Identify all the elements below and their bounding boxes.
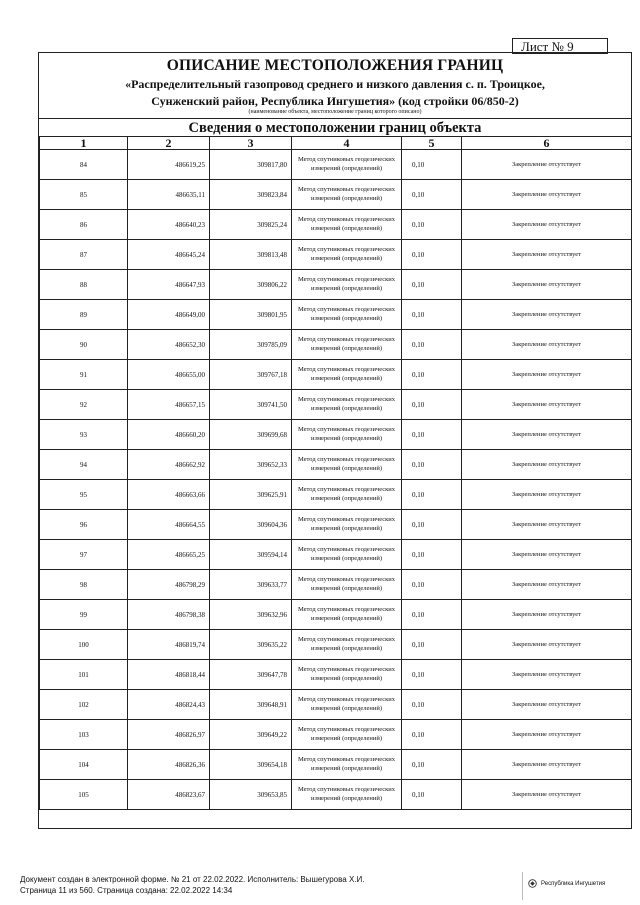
accuracy-value: 0,10 xyxy=(402,600,462,630)
coordinate-y: 309699,68 xyxy=(210,420,292,450)
coordinate-x: 486664,55 xyxy=(128,510,210,540)
coordinate-y: 309767,18 xyxy=(210,360,292,390)
coordinate-x: 486660,20 xyxy=(128,420,210,450)
section-title: Сведения о местоположении границ объекта xyxy=(39,118,631,137)
fixing-description: Закрепление отсутствует xyxy=(462,750,632,780)
coordinate-y: 309594,14 xyxy=(210,540,292,570)
point-number: 85 xyxy=(40,180,128,210)
coordinate-x: 486619,25 xyxy=(128,150,210,180)
table-row xyxy=(40,150,632,180)
table-row xyxy=(40,450,632,480)
coordinates-table xyxy=(39,136,632,810)
accuracy-value: 0,10 xyxy=(402,480,462,510)
point-number: 90 xyxy=(40,330,128,360)
determination-method: Метод спутниковых геодезических измерений (определений) xyxy=(292,450,402,480)
coordinate-x: 486655,00 xyxy=(128,360,210,390)
accuracy-value: 0,10 xyxy=(402,300,462,330)
point-number: 105 xyxy=(40,780,128,810)
coordinate-y: 309647,78 xyxy=(210,660,292,690)
document-title: ОПИСАНИЕ МЕСТОПОЛОЖЕНИЯ ГРАНИЦ xyxy=(166,57,504,74)
determination-method: Метод спутниковых геодезических измерений (определений) xyxy=(292,630,402,660)
point-number: 93 xyxy=(40,420,128,450)
determination-method: Метод спутниковых геодезических измерений (определений) xyxy=(292,690,402,720)
coordinate-y: 309633,77 xyxy=(210,570,292,600)
determination-method: Метод спутниковых геодезических измерений (определений) xyxy=(292,210,402,240)
accuracy-value: 0,10 xyxy=(402,510,462,540)
coordinate-x: 486823,67 xyxy=(128,780,210,810)
coordinate-x: 486649,00 xyxy=(128,300,210,330)
accuracy-value: 0,10 xyxy=(402,690,462,720)
fixing-description: Закрепление отсутствует xyxy=(462,720,632,750)
fixing-description: Закрепление отсутствует xyxy=(462,600,632,630)
column-header: 2 xyxy=(128,137,210,150)
coordinate-y: 309801,95 xyxy=(210,300,292,330)
table-row xyxy=(40,540,632,570)
accuracy-value: 0,10 xyxy=(402,750,462,780)
coordinate-x: 486647,93 xyxy=(128,270,210,300)
column-header: 6 xyxy=(462,137,632,150)
object-name-line-2: Сунженский район, Республика Ингушетия» (код стройки 06/850-2) xyxy=(151,94,519,108)
determination-method: Метод спутниковых геодезических измерений (определений) xyxy=(292,330,402,360)
accuracy-value: 0,10 xyxy=(402,270,462,300)
determination-method: Метод спутниковых геодезических измерений (определений) xyxy=(292,570,402,600)
organization-name: Республика Ингушетия xyxy=(541,880,606,887)
determination-method: Метод спутниковых геодезических измерений (определений) xyxy=(292,600,402,630)
document-frame xyxy=(38,52,632,829)
point-number: 92 xyxy=(40,390,128,420)
coordinate-x: 486819,74 xyxy=(128,630,210,660)
determination-method: Метод спутниковых геодезических измерений (определений) xyxy=(292,300,402,330)
accuracy-value: 0,10 xyxy=(402,330,462,360)
point-number: 100 xyxy=(40,630,128,660)
fixing-description: Закрепление отсутствует xyxy=(462,780,632,810)
point-number: 101 xyxy=(40,660,128,690)
column-header: 3 xyxy=(210,137,292,150)
point-number: 102 xyxy=(40,690,128,720)
footer-line-2: Страница 11 из 560. Страница создана: 22.02.2022 14:34 xyxy=(20,886,233,895)
point-number: 86 xyxy=(40,210,128,240)
table-header-row xyxy=(40,137,632,150)
table-row xyxy=(40,570,632,600)
table-row xyxy=(40,780,632,810)
fixing-description: Закрепление отсутствует xyxy=(462,450,632,480)
accuracy-value: 0,10 xyxy=(402,210,462,240)
point-number: 98 xyxy=(40,570,128,600)
table-row xyxy=(40,510,632,540)
coordinate-x: 486826,97 xyxy=(128,720,210,750)
determination-method: Метод спутниковых геодезических измерений (определений) xyxy=(292,510,402,540)
coordinate-y: 309823,84 xyxy=(210,180,292,210)
point-number: 99 xyxy=(40,600,128,630)
fixing-description: Закрепление отсутствует xyxy=(462,510,632,540)
accuracy-value: 0,10 xyxy=(402,150,462,180)
point-number: 94 xyxy=(40,450,128,480)
table-row xyxy=(40,720,632,750)
accuracy-value: 0,10 xyxy=(402,240,462,270)
fixing-description: Закрепление отсутствует xyxy=(462,390,632,420)
table-row xyxy=(40,420,632,450)
fixing-description: Закрепление отсутствует xyxy=(462,630,632,660)
point-number: 89 xyxy=(40,300,128,330)
coordinate-x: 486798,29 xyxy=(128,570,210,600)
table-row xyxy=(40,480,632,510)
accuracy-value: 0,10 xyxy=(402,360,462,390)
accuracy-value: 0,10 xyxy=(402,420,462,450)
determination-method: Метод спутниковых геодезических измерений (определений) xyxy=(292,390,402,420)
coordinate-x: 486798,38 xyxy=(128,600,210,630)
document-footer xyxy=(20,874,364,896)
table-row xyxy=(40,660,632,690)
fixing-description: Закрепление отсутствует xyxy=(462,660,632,690)
emblem-icon xyxy=(528,879,537,888)
coordinate-x: 486640,23 xyxy=(128,210,210,240)
determination-method: Метод спутниковых геодезических измерений (определений) xyxy=(292,420,402,450)
point-number: 88 xyxy=(40,270,128,300)
fixing-description: Закрепление отсутствует xyxy=(462,150,632,180)
accuracy-value: 0,10 xyxy=(402,720,462,750)
accuracy-value: 0,10 xyxy=(402,540,462,570)
coordinate-y: 309649,22 xyxy=(210,720,292,750)
fixing-description: Закрепление отсутствует xyxy=(462,690,632,720)
footer-line-1: Документ создан в электронной форме. № 21 от 22.02.2022. Исполнитель: Вышегурова Х.И. xyxy=(20,875,365,884)
coordinate-y: 309604,36 xyxy=(210,510,292,540)
table-row xyxy=(40,330,632,360)
coordinate-x: 486665,25 xyxy=(128,540,210,570)
accuracy-value: 0,10 xyxy=(402,570,462,600)
table-row xyxy=(40,630,632,660)
table-row xyxy=(40,690,632,720)
table-row xyxy=(40,360,632,390)
accuracy-value: 0,10 xyxy=(402,660,462,690)
fixing-description: Закрепление отсутствует xyxy=(462,210,632,240)
coordinate-x: 486652,30 xyxy=(128,330,210,360)
coordinate-x: 486635,11 xyxy=(128,180,210,210)
determination-method: Метод спутниковых геодезических измерений (определений) xyxy=(292,150,402,180)
determination-method: Метод спутниковых геодезических измерений (определений) xyxy=(292,240,402,270)
point-number: 95 xyxy=(40,480,128,510)
point-number: 84 xyxy=(40,150,128,180)
table-row xyxy=(40,390,632,420)
column-header: 5 xyxy=(402,137,462,150)
coordinate-x: 486657,15 xyxy=(128,390,210,420)
fixing-description: Закрепление отсутствует xyxy=(462,330,632,360)
coordinate-y: 309632,96 xyxy=(210,600,292,630)
determination-method: Метод спутниковых геодезических измерений (определений) xyxy=(292,720,402,750)
fixing-description: Закрепление отсутствует xyxy=(462,420,632,450)
coordinate-y: 309648,91 xyxy=(210,690,292,720)
determination-method: Метод спутниковых геодезических измерений (определений) xyxy=(292,540,402,570)
coordinate-x: 486663,66 xyxy=(128,480,210,510)
accuracy-value: 0,10 xyxy=(402,630,462,660)
table-row xyxy=(40,270,632,300)
object-name-line-1: «Распределительный газопровод среднего и низкого давления с. п. Троицкое, xyxy=(125,77,545,91)
accuracy-value: 0,10 xyxy=(402,780,462,810)
accuracy-value: 0,10 xyxy=(402,390,462,420)
point-number: 96 xyxy=(40,510,128,540)
determination-method: Метод спутниковых геодезических измерений (определений) xyxy=(292,750,402,780)
table-row xyxy=(40,210,632,240)
coordinate-y: 309653,85 xyxy=(210,780,292,810)
point-number: 97 xyxy=(40,540,128,570)
coordinate-y: 309635,22 xyxy=(210,630,292,660)
coordinate-y: 309625,91 xyxy=(210,480,292,510)
coordinate-y: 309652,33 xyxy=(210,450,292,480)
coordinate-x: 486645,24 xyxy=(128,240,210,270)
determination-method: Метод спутниковых геодезических измерений (определений) xyxy=(292,270,402,300)
footer-divider xyxy=(522,872,523,900)
coordinate-y: 309825,24 xyxy=(210,210,292,240)
coordinate-x: 486662,92 xyxy=(128,450,210,480)
footer-organization xyxy=(528,879,605,888)
fixing-description: Закрепление отсутствует xyxy=(462,570,632,600)
determination-method: Метод спутниковых геодезических измерений (определений) xyxy=(292,780,402,810)
point-number: 103 xyxy=(40,720,128,750)
column-header: 4 xyxy=(292,137,402,150)
fixing-description: Закрепление отсутствует xyxy=(462,540,632,570)
fixing-description: Закрепление отсутствует xyxy=(462,360,632,390)
fixing-description: Закрепление отсутствует xyxy=(462,270,632,300)
coordinate-x: 486818,44 xyxy=(128,660,210,690)
coordinate-y: 309741,50 xyxy=(210,390,292,420)
point-number: 87 xyxy=(40,240,128,270)
table-row xyxy=(40,240,632,270)
coordinate-y: 309654,18 xyxy=(210,750,292,780)
fixing-description: Закрепление отсутствует xyxy=(462,300,632,330)
accuracy-value: 0,10 xyxy=(402,180,462,210)
column-header: 1 xyxy=(40,137,128,150)
coordinate-y: 309785,09 xyxy=(210,330,292,360)
fixing-description: Закрепление отсутствует xyxy=(462,240,632,270)
table-row xyxy=(40,300,632,330)
determination-method: Метод спутниковых геодезических измерений (определений) xyxy=(292,180,402,210)
coordinate-x: 486824,43 xyxy=(128,690,210,720)
coordinate-y: 309806,22 xyxy=(210,270,292,300)
sheet-number: Лист № 9 xyxy=(512,38,608,54)
document-header xyxy=(39,53,631,118)
point-number: 104 xyxy=(40,750,128,780)
table-row xyxy=(40,600,632,630)
fixing-description: Закрепление отсутствует xyxy=(462,480,632,510)
accuracy-value: 0,10 xyxy=(402,450,462,480)
table-row xyxy=(40,750,632,780)
coordinate-y: 309817,80 xyxy=(210,150,292,180)
object-name-caption: (наименование объекта, местоположение границ которого описано) xyxy=(248,109,422,115)
coordinate-x: 486826,36 xyxy=(128,750,210,780)
fixing-description: Закрепление отсутствует xyxy=(462,180,632,210)
point-number: 91 xyxy=(40,360,128,390)
determination-method: Метод спутниковых геодезических измерений (определений) xyxy=(292,480,402,510)
coordinate-y: 309813,48 xyxy=(210,240,292,270)
determination-method: Метод спутниковых геодезических измерений (определений) xyxy=(292,660,402,690)
determination-method: Метод спутниковых геодезических измерений (определений) xyxy=(292,360,402,390)
table-row xyxy=(40,180,632,210)
